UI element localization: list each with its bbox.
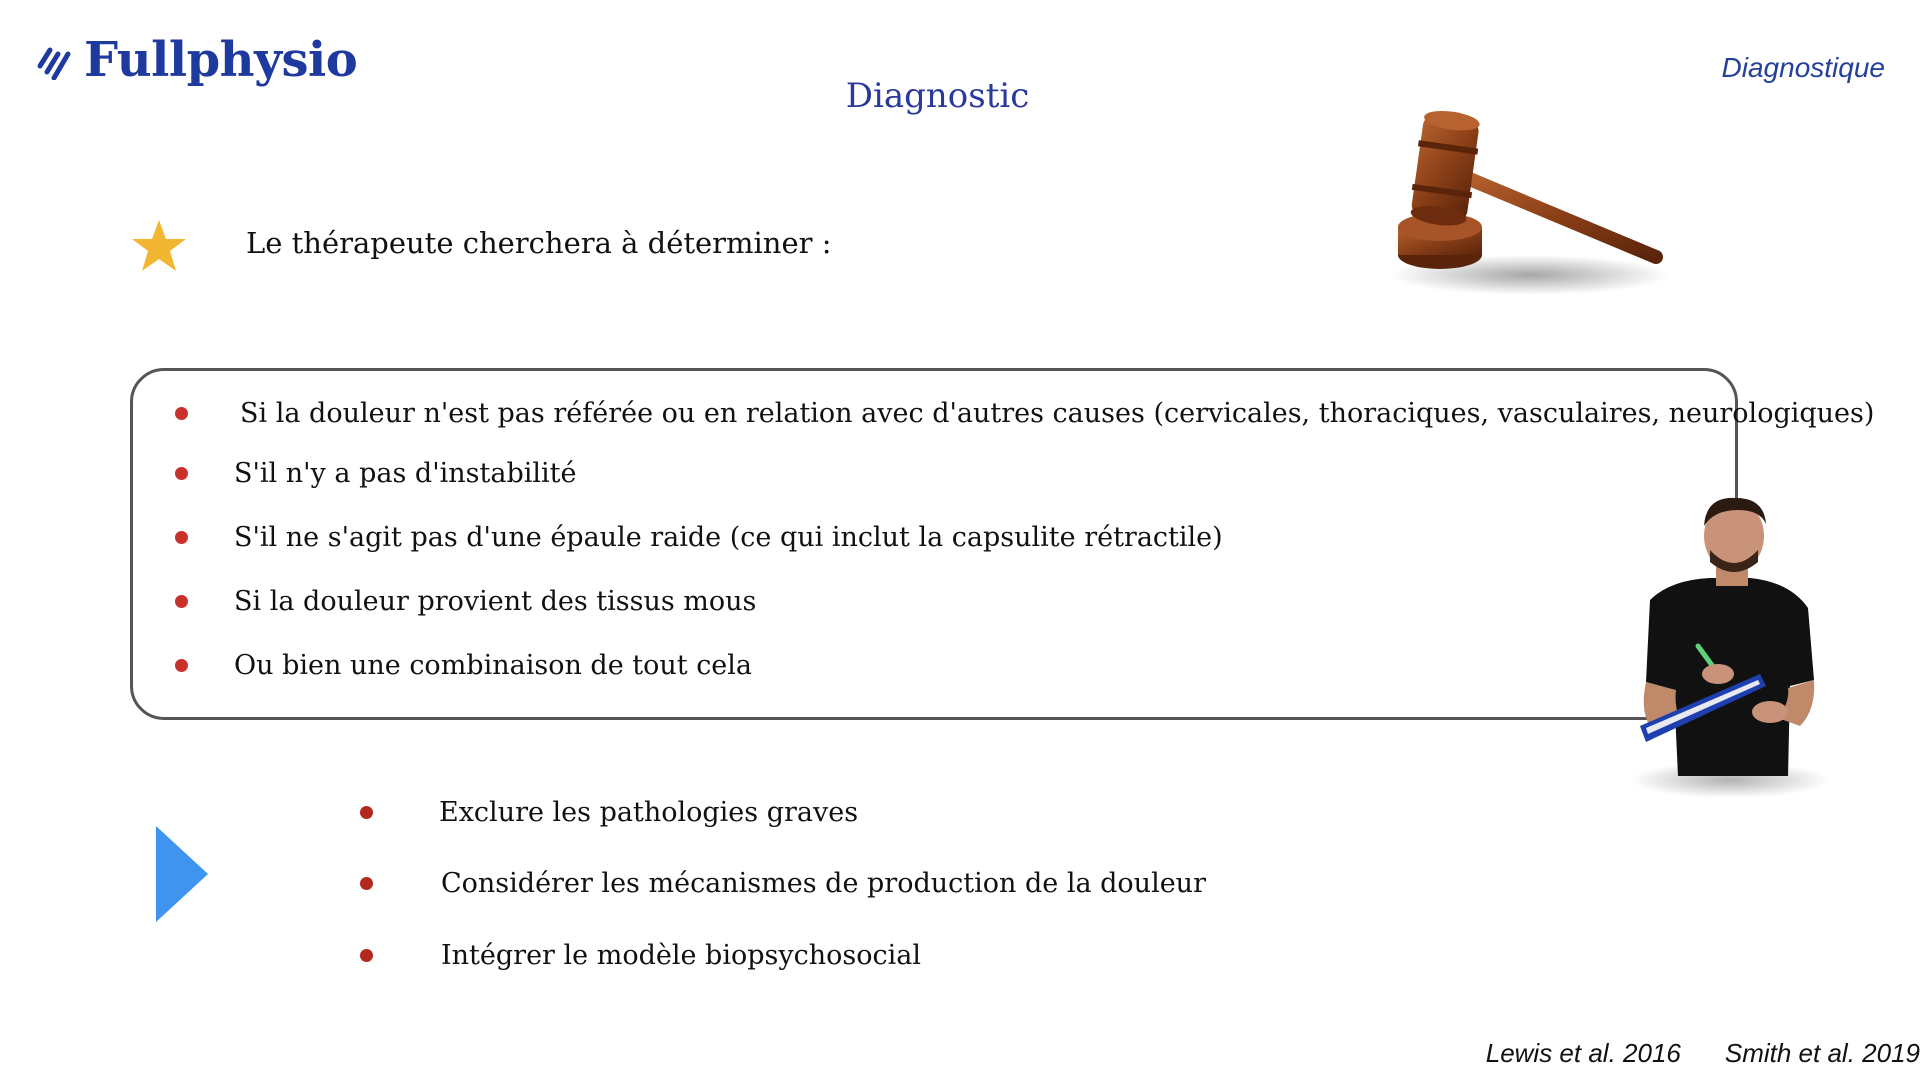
criteria-text: S'il n'y a pas d'instabilité <box>234 458 577 489</box>
list-item <box>175 650 752 681</box>
bullet-icon <box>360 877 373 890</box>
goal-text: Exclure les pathologies graves <box>439 797 859 828</box>
goal-text: Intégrer le modèle biopsychosocial <box>441 940 921 971</box>
criteria-text: Si la douleur provient des tissus mous <box>234 586 757 617</box>
list-item <box>175 458 576 489</box>
list-item <box>360 797 858 828</box>
list-item <box>175 522 1223 553</box>
bullet-icon <box>175 659 188 672</box>
criteria-text: Si la douleur n'est pas référée ou en relation avec d'autres causes (cervicales, thoraciques, vasculaires, neurologiques) <box>240 398 1875 429</box>
bullet-icon <box>175 531 188 544</box>
star-icon <box>130 218 188 274</box>
slide-title: Diagnostic <box>845 76 1030 116</box>
logo-stripes-icon <box>36 40 72 80</box>
list-item <box>175 586 756 617</box>
list-item <box>175 398 1874 429</box>
gavel-image <box>1380 105 1670 305</box>
goal-text: Considérer les mécanismes de production de la douleur <box>441 868 1206 899</box>
criteria-text: Ou bien une combinaison de tout cela <box>234 650 753 681</box>
intro-text: Le thérapeute cherchera à déterminer : <box>246 226 832 260</box>
list-item <box>360 940 921 971</box>
reference: Smith et al. 2019 <box>1724 1038 1920 1068</box>
bullet-icon <box>175 595 188 608</box>
section-label: Diagnostique <box>1721 52 1885 83</box>
references <box>1486 1038 1920 1069</box>
criteria-text: S'il ne s'agit pas d'une épaule raide (ce qui inclut la capsulite rétractile) <box>234 522 1223 553</box>
bullet-icon <box>175 467 188 480</box>
therapist-image <box>1610 490 1830 800</box>
play-arrow-icon <box>154 824 210 924</box>
bullet-icon <box>175 407 188 420</box>
bullet-icon <box>360 949 373 962</box>
list-item <box>360 868 1206 899</box>
reference: Lewis et al. 2016 <box>1485 1038 1681 1068</box>
bullet-icon <box>360 806 373 819</box>
brand-name: Fullphysio <box>84 32 358 88</box>
